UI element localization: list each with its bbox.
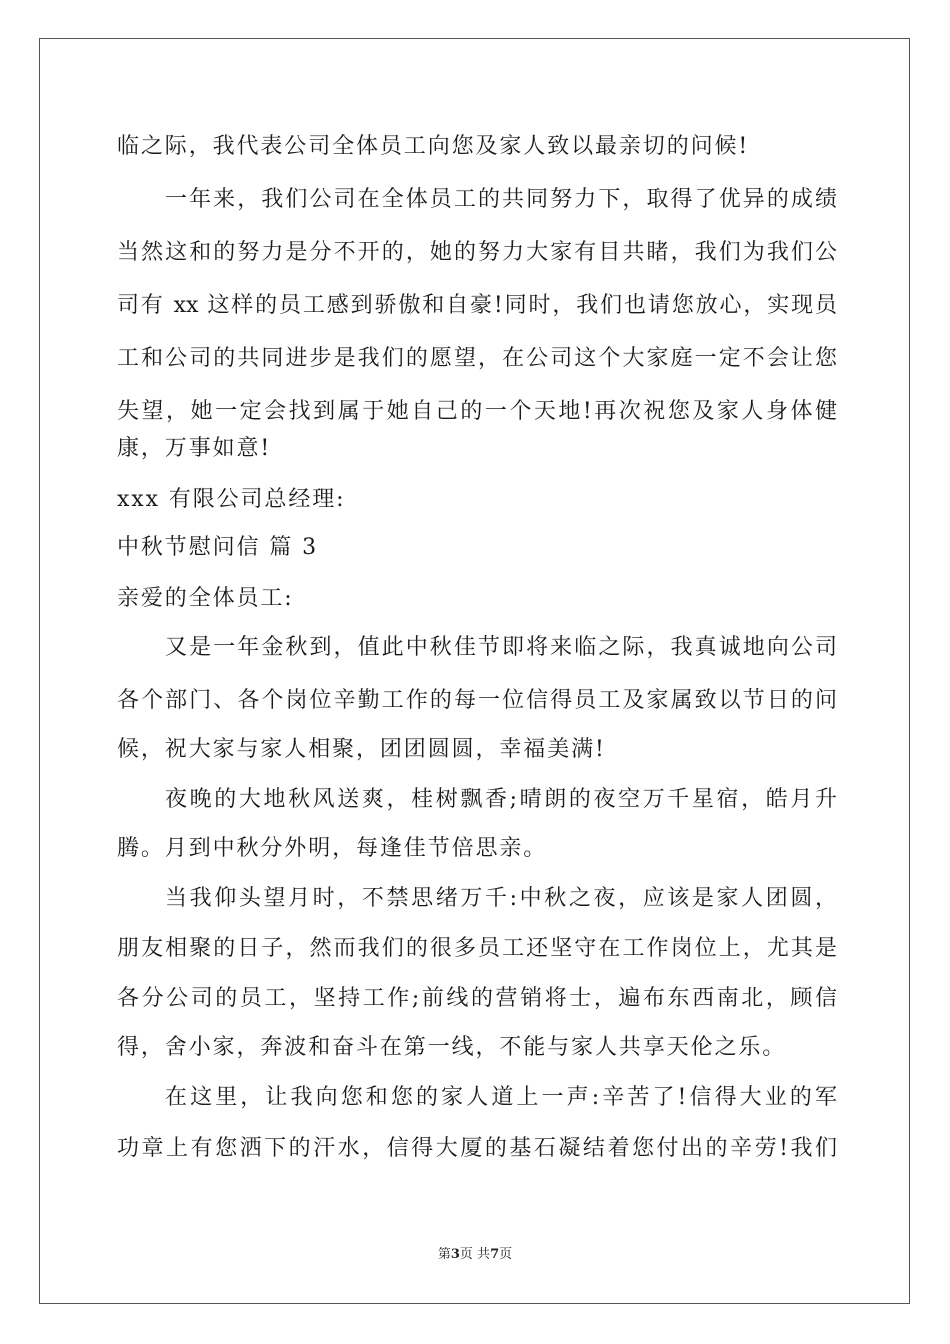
text-line: 朋友相聚的日子，然而我们的很多员工还坚守在工作岗位上，尤其是 [117,936,837,961]
text-line: 临之际，我代表公司全体员工向您及家人致以最亲切的问候! [117,134,750,159]
text-line: 当我仰头望月时，不禁思绪万千:中秋之夜，应该是家人团圆， [165,886,837,911]
footer-suffix: 页 [499,1247,513,1262]
footer-mid: 页 共 [459,1247,491,1262]
salutation: 亲爱的全体员工: [117,586,294,611]
text-line: 腾。月到中秋分外明，每逢佳节倍思亲。 [117,836,548,861]
text-line: 各个部门、各个岗位辛勤工作的每一位信得员工及家属致以节日的问 [117,688,837,713]
text-line: 康，万事如意! [117,436,272,461]
text-line: 司有 xx 这样的员工感到骄傲和自豪!同时，我们也请您放心，实现员 [117,293,837,318]
page-footer [0,1243,950,1262]
text-line: 当然这和的努力是分不开的，她的努力大家有目共睹，我们为我们公 [117,240,837,265]
text-line: 一年来，我们公司在全体员工的共同努力下，取得了优异的成绩 [165,187,837,212]
signature-line: xxx 有限公司总经理: [117,487,346,512]
footer-page-total: 7 [490,1247,500,1262]
section-title: 中秋节慰问信 篇 3 [117,535,318,560]
text-line: 失望，她一定会找到属于她自己的一个天地!再次祝您及家人身体健 [117,399,837,424]
footer-prefix: 第 [437,1247,451,1262]
text-line: 工和公司的共同进步是我们的愿望，在公司这个大家庭一定不会让您 [117,346,837,371]
text-line: 功章上有您洒下的汗水，信得大厦的基石凝结着您付出的辛劳!我们 [117,1136,837,1161]
text-line: 在这里，让我向您和您的家人道上一声:辛苦了!信得大业的军 [165,1085,837,1110]
text-line: 候，祝大家与家人相聚，团团圆圆，幸福美满! [117,737,606,762]
text-line: 夜晚的大地秋风送爽，桂树飘香;晴朗的夜空万千星宿，皓月升 [165,787,837,812]
footer-page-current: 3 [450,1247,460,1262]
text-line: 又是一年金秋到，值此中秋佳节即将来临之际，我真诚地向公司 [165,635,837,660]
text-line: 各分公司的员工，坚持工作;前线的营销将士，遍布东西南北，顾信 [117,986,837,1011]
text-line: 得，舍小家，奔波和奋斗在第一线，不能与家人共享天伦之乐。 [117,1035,787,1060]
